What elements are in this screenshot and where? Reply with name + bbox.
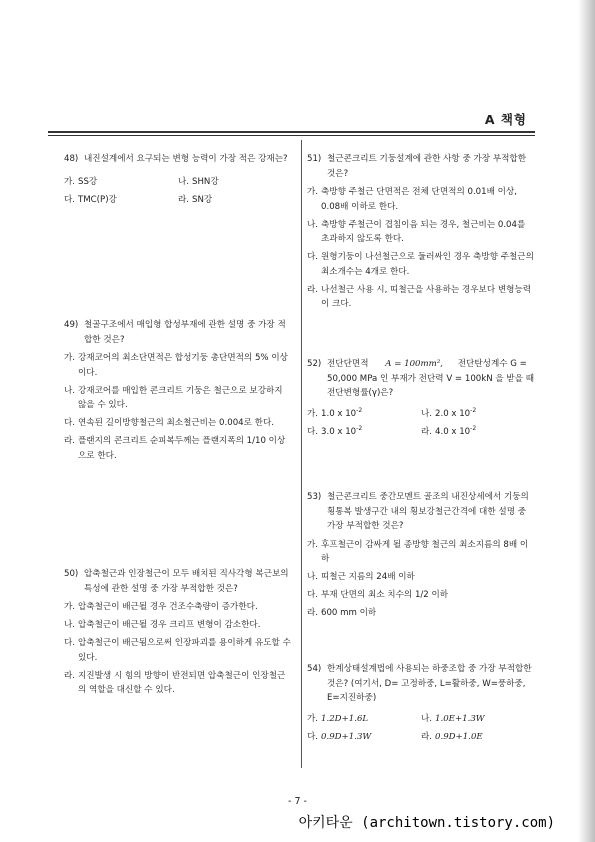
question-number: 51) [307, 154, 322, 164]
options-grid [307, 712, 535, 745]
option-ga[interactable]: 가. 압축철근이 배근될 경우 건조수축량이 증가한다. [64, 602, 258, 612]
footer-brand: 아키타운 (architown.tistory.com) [298, 815, 555, 831]
question-52 [307, 357, 535, 440]
option-da[interactable]: 다. 연속된 길이방향철근의 최소철근비는 0.004로 한다. [64, 418, 274, 428]
option-ra[interactable]: 라. 나선철근 사용 시, 띠철근을 사용하는 경우보다 변형능력이 크다. [307, 284, 532, 309]
option-na[interactable]: 나. 띠철근 지름의 24배 이하 [307, 572, 415, 582]
header-rule-thin [48, 135, 535, 136]
option-na[interactable]: 나. SHN강 [178, 176, 219, 187]
option-ga[interactable]: 가. 강재코어의 최소단면적은 합성기둥 총단면적의 5% 이상이다. [64, 353, 288, 378]
header-rule [48, 131, 535, 133]
question-text: 압축철근과 인장철근이 모두 배치된 직사각형 복근보의 특성에 관한 설명 중 가장 부적합한 것은? [84, 569, 289, 594]
option-ga[interactable]: 가. 축방향 주철근 단면적은 전체 단면적의 0.01배 이상, 0.08배 이하로 한다. [307, 187, 517, 212]
question-number: 50) [64, 569, 79, 579]
option-ra[interactable]: 라. 지진발생 시 힘의 방향이 반전되면 압축철근이 인장철근의 역할을 대신할 수 있다. [64, 670, 286, 695]
question-text: 전단단면적 A = 100mm², 전단탄성계수 G = 50,000 MPa 인 부재가 전단력 V = 100kN 을 받을 때 전단변형률(γ)은? [327, 359, 535, 398]
option-na[interactable]: 나. 축방향 주철근이 겹침이음 되는 경우, 철근비는 0.04를 초과하지 않도록 한다. [307, 219, 526, 244]
option-ga[interactable]: 가. 후프철근이 감싸게 될 종방향 철근의 최소지름의 8배 이하 [307, 539, 529, 564]
option-da[interactable]: 다. TMC(P)강 [64, 195, 117, 205]
page-number: - 7 - [288, 796, 307, 807]
question-text: 철골구조에서 매입형 합성부재에 관한 설명 중 가장 적합한 것은? [84, 320, 286, 345]
question-text: 한계상태설계법에 사용되는 하중조합 중 가장 부적합한 것은? (여기서, D= 고정하중, L=활하중, W=풍하중, E=지진하중) [327, 664, 532, 703]
column-divider [301, 140, 302, 768]
option-ra[interactable]: 라. 600 mm 이하 [307, 608, 377, 618]
question-number: 49) [64, 320, 79, 330]
options-grid [307, 407, 535, 440]
option-ga[interactable]: 가. 1.0 x $10^{-2}$ [307, 406, 363, 419]
question-49 [64, 318, 292, 463]
question-54 [307, 662, 535, 745]
option-ra[interactable]: 라. SN강 [178, 195, 213, 205]
question-text: 철근콘크리트 기둥설계에 관한 사항 중 가장 부적합한 것은? [327, 154, 527, 179]
option-ga[interactable]: 가. SS강 [64, 176, 98, 187]
option-ra[interactable]: 라. 0.9D+1.0E [421, 732, 483, 742]
question-number: 53) [307, 492, 322, 502]
option-na[interactable]: 나. 1.0E+1.3W [421, 713, 485, 724]
option-da[interactable]: 다. 3.0 x $10^{-2}$ [307, 425, 363, 437]
option-ga[interactable]: 가. 1.2D+1.6L [307, 713, 369, 724]
question-number: 54) [307, 664, 322, 674]
question-51 [307, 152, 535, 312]
option-na[interactable]: 나. 2.0 x $10^{-2}$ [421, 406, 477, 419]
exam-type-label: A 책형 [484, 112, 527, 127]
question-number: 48) [64, 154, 79, 164]
question-text: 내진설계에서 요구되는 변형 능력이 가장 적은 강재는? [84, 154, 288, 164]
options-grid [64, 175, 292, 208]
question-48 [64, 152, 292, 208]
question-text: 철근콘크리트 중간모멘트 골조의 내진상세에서 기둥의 횡통복 발생구간 내의 횡보강철근간격에 대한 설명 중 가장 부적합한 것은? [327, 492, 529, 531]
option-na[interactable]: 나. 강재코어를 매입한 콘크리트 기둥은 철근으로 보강하지 않을 수 있다. [64, 385, 283, 410]
option-da[interactable]: 다. 원형기둥이 나선철근으로 둘러싸인 경우 축방향 주철근의 최소개수는 4개로 한다. [307, 252, 534, 277]
page-edge-shadow [578, 0, 595, 842]
question-53 [307, 490, 535, 621]
option-ra[interactable]: 라. 플랜지의 콘크리트 순피복두께는 플랜지폭의 1/10 이상으로 한다. [64, 436, 286, 461]
option-da[interactable]: 다. 압축철근이 배근됨으로써 인장파괴를 용이하게 유도할 수 있다. [64, 638, 291, 663]
option-da[interactable]: 다. 부재 단면의 최소 치수의 1/2 이하 [307, 590, 449, 600]
question-50 [64, 567, 292, 698]
option-da[interactable]: 다. 0.9D+1.3W [307, 732, 372, 742]
option-ra[interactable]: 라. 4.0 x $10^{-2}$ [421, 425, 477, 437]
option-na[interactable]: 나. 압축철근이 배근될 경우 크리프 변형이 감소한다. [64, 620, 261, 630]
question-number: 52) [307, 359, 322, 369]
